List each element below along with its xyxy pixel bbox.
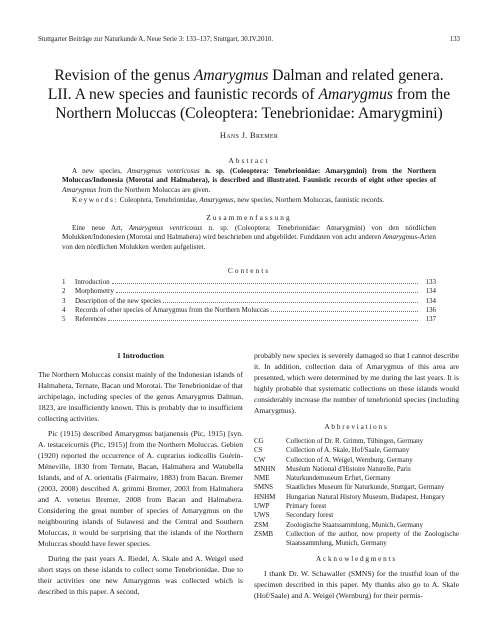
running-header [38,36,460,43]
abbreviations-heading: Abbreviations [324,423,389,431]
author-name: Hans J. Bremer [219,130,279,140]
abbreviation-entry: NME Naturkundemuseum Erfurt, Germany [254,474,391,483]
keywords: Keywords: Coleoptera, Tenebrionidae, Amarygmus, new species, Northern Moluccas, faunistic records. [72,196,385,204]
abbreviation-entry: CG Collection of Dr. R. Grimm, Tübingen, Germany [254,437,424,445]
body-paragraph: probably new species is severely damaged so that I cannot describe it. In addition, collection data of Amarygmus of this area are presented, which were determined by me during the last years. It is highly probable that systematic collections on these islands would considerably increase the number of tenebrionid species (including Amarygmus). [254,351,459,415]
page-number: 133 [449,36,460,43]
toc-entry: 5 References 137 [62,315,436,324]
abbreviations-list [254,437,459,549]
title-line-1: Revision of the genus Amarygmus Dalman and related genera. [54,67,444,84]
abbreviation-entry: ZSMB Collection of the author, now property of the Zoologische Staatssammlung, Munich, Germany [254,529,459,548]
abbreviation-entry: SMNS Staatliches Museum für Naturkunde, Stuttgart, Germany [254,483,445,492]
keywords-label: Keywords: [72,196,118,204]
intro-paragraph: During the past years A. Riedel, A. Skale and A. Weigel used short stays on these islands to collect some Tenebrionidae. Due to their activities one new Amarygmus was collected which is described in this paper. A second, [38,554,243,596]
right-column [254,350,459,605]
intro-paragraph: Pic (1915) described Amarygmus batjanensis (Pic, 1915) [syn. A. testaceicornis (Pic, 1915)] from the Northern Moluccas. Gebien (1920) reported the occurrence of A. cuprarius iodicollis Guérin-Méneville, 1830 from Ternate, Bacan, Halmahera and Watubella Islands, and of A. orientalis (Fairmaire, 1883) from Bacan. Bremer (2003, 2008) described A. grimmi Bremer, 2003 from Halmahera and A. venetus Bremer, 2008 from Bacan and Halmahera. Considering the great number of species of Amarygmus on the neighbouring islands of Sulawesi and the Central and Southern Moluccas, it would be surprising that the islands of the Northern Moluccas should have fewer species. [38,429,243,548]
zusammenfassung-heading: Zusammenfassung [206,213,292,222]
toc-entry: 2 Morphometry 134 [62,287,436,296]
toc-entry: 3 Description of the new species 134 [62,296,436,305]
acknowledgments-text: I thank Dr. W. Schawaller (SMNS) for the trustful loan of the specimen described in this paper. My thanks also go to A. Skale (Hof/Saale) and A. Weigel (Wernburg) for their permis- [254,568,459,600]
acknowledgments-heading: Acknowledgments [316,554,397,563]
toc-entry: 1 Introduction 133 [62,278,436,286]
title-line-2: LII. A new species and faunistic records of Amarygmus from the [47,86,451,103]
journal-citation: Stuttgarter Beiträge zur Naturkunde A, Neue Serie 3: 133–137; Stuttgart, 30.IV.2010. [38,36,274,43]
title-line-3: Northern Moluccas (Coleoptera: Tenebrionidae: Amarygmini) [55,105,443,122]
abbreviation-entry: CS Collection of A. Skale, Hof/Saale, Germany [254,446,410,455]
paper-title [30,66,468,123]
introduction-heading: 1 Introduction [117,351,164,360]
abstract-text: A new species, Amarygmus ventricosus n. sp. (Coleoptera: Tenebrionidae: Amarygmini) from the Northern Moluccas/Indonesia (Morotai and Halmahera), is described and illustrated. Faunistic records of eight other species of Amarygmus from the Northern Moluccas are given. [62,167,437,194]
abstract-heading: Abstract [228,156,270,165]
abbreviation-entry: UWS Secondary forest [254,511,334,520]
abbreviation-entry: UWP Primary forest [254,502,327,511]
contents-heading: Contents [227,266,271,275]
left-column [38,350,243,601]
abbreviation-entry: ZSM Zoologische Staatssammlung, Munich, Germany [254,520,424,529]
abbreviation-entry: HNHM Hungarian Natural History Museum, Budapest, Hungary [254,492,445,501]
abbreviation-entry: CW Collection of A. Weigel, Wernburg, Germany [254,455,413,464]
zusammenfassung-text: Eine neue Art, Amarygmus ventricosus n. sp. (Coleoptera: Tenebrionidae: Amarygmini) von den nördlichen Molukken/Indonesien (Morotai und Halmahera) wird beschrieben und abgebildet. Funddaten von acht anderen Amarygmus-Arten von den nördlichen Molukken werden aufgelistet. [62,224,437,251]
intro-paragraph: The Northern Moluccas consist mainly of the Indonesian islands of Halmahera, Ternate, Bacan und Morotai. The Tenebrionidae of that archipelago, including species of the genus Amarygmus Dalman, 1823, are insufficiently known. This is probably due to insufficient collecting activities. [38,370,243,423]
table-of-contents [62,278,436,324]
toc-entry: 4 Records of other species of Amarygmus from the Northern Moluccas 136 [62,305,436,314]
abbreviation-entry: MNHN Muséum National d'Histoire Naturelle, Paris [254,464,411,473]
